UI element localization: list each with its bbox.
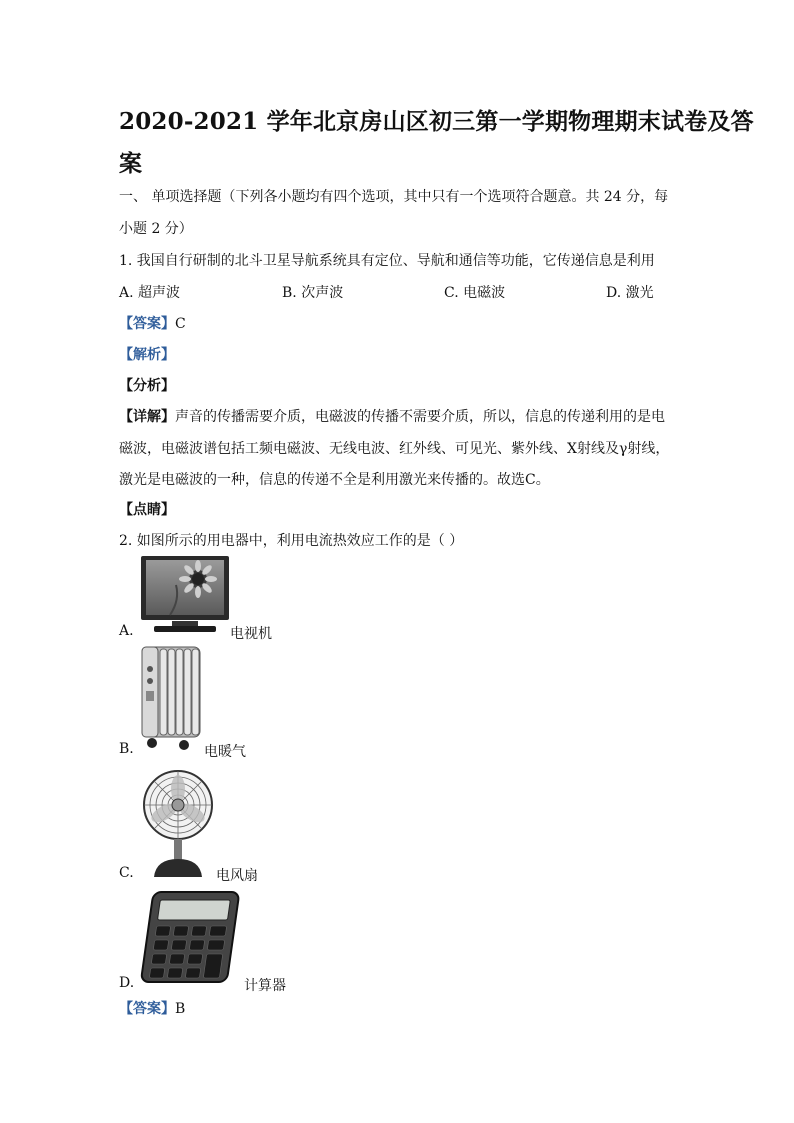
q1-detail-line-2: 磁波，电磁波谱包括工频电磁波、无线电波、红外线、可见光、紫外线、X射线及γ射线， [119, 441, 670, 457]
fenxi-tag: 【分析】 [119, 378, 175, 394]
q1-fenxi [119, 375, 175, 395]
comment-tag: 【点睛】 [119, 502, 175, 518]
q2-option-c-label: 电风扇 [216, 868, 258, 884]
q2-option-c-letter: C. [119, 865, 134, 881]
heater-icon [140, 641, 204, 751]
detail-text-1: 声音的传播需要介质，电磁波的传播不需要介质，所以，信息的传递利用的是电 [175, 409, 665, 425]
page-title-line-1: 2020-2021 学年北京房山区初三第一学期物理期末试卷及答 [119, 108, 754, 135]
q1-option-d: D. 激光 [606, 285, 654, 301]
q1-detail-line-1 [119, 406, 665, 426]
question-2-stem: 2. 如图所示的用电器中，利用电流热效应工作的是（ ） [119, 533, 464, 549]
q1-option-a: A. 超声波 [119, 285, 181, 301]
q1-analysis [119, 344, 175, 364]
answer-tag: 【答案】 [119, 1001, 175, 1017]
q2-option-b-label: 电暖气 [204, 744, 246, 760]
detail-tag: 【详解】 [119, 409, 175, 425]
q2-option-b-letter: B. [119, 741, 134, 757]
answer-value: C [175, 316, 186, 332]
q2-option-d-letter: D. [119, 975, 135, 991]
section-heading-line-1: 一、 单项选择题（下列各小题均有四个选项，其中只有一个选项符合题意。共 24 分，每 [119, 189, 669, 205]
q1-comment [119, 499, 175, 519]
q1-detail-line-3: 激光是电磁波的一种，信息的传递不全是利用激光来传播的。故选C。 [119, 472, 550, 488]
answer-value: B [175, 1001, 186, 1017]
tv-icon [140, 555, 230, 635]
q1-option-c: C. 电磁波 [444, 285, 506, 301]
q2-option-d-label: 计算器 [244, 978, 286, 994]
q2-option-a-label: 电视机 [230, 626, 272, 642]
q1-answer [119, 313, 186, 333]
section-heading-line-2: 小题 2 分） [119, 221, 193, 237]
question-1-stem: 1. 我国自行研制的北斗卫星导航系统具有定位、导航和通信等功能，它传递信息是利用 [119, 253, 655, 269]
q1-option-b: B. 次声波 [282, 285, 344, 301]
analysis-tag: 【解析】 [119, 347, 175, 363]
answer-tag: 【答案】 [119, 316, 175, 332]
calculator-icon [140, 888, 244, 988]
q2-answer [119, 998, 185, 1018]
q2-option-a-letter: A. [119, 623, 134, 639]
page-title-line-2: 案 [119, 150, 143, 177]
fan-icon [140, 767, 216, 879]
